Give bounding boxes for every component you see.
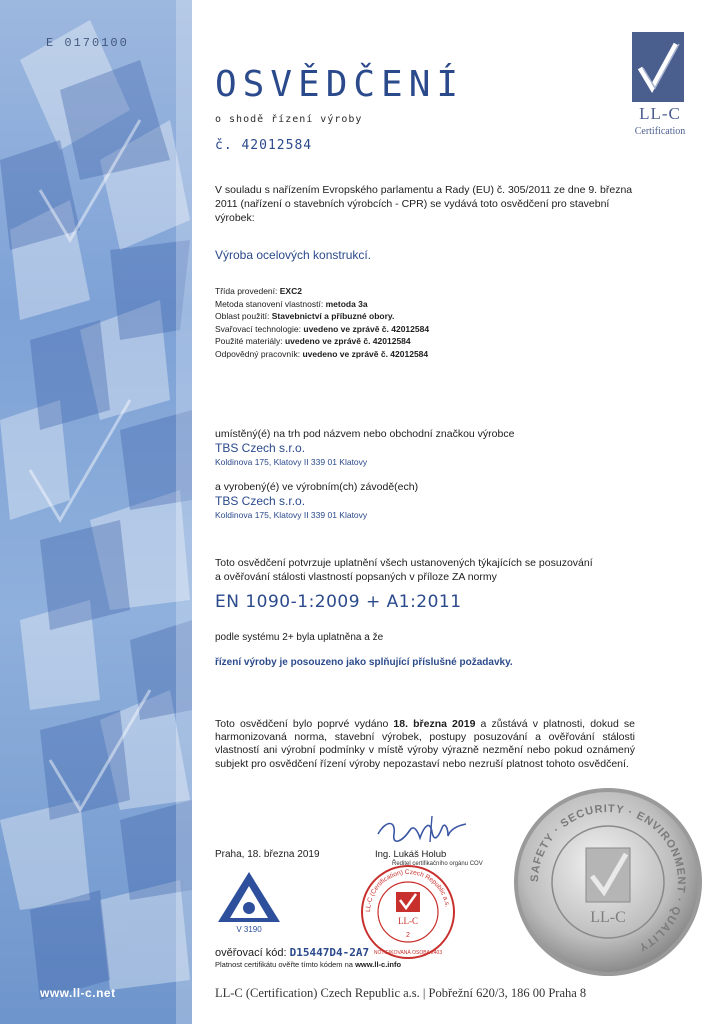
product-name: Výroba ocelových konstrukcí. xyxy=(215,248,372,262)
harmonized-norm: EN 1090-1:2009 + A1:2011 xyxy=(215,592,462,612)
conclusion-text: řízení výroby je posouzeno jako splňující příslušné požadavky. xyxy=(215,657,513,668)
place-and-date: Praha, 18. března 2019 xyxy=(215,849,320,860)
red-notified-body-stamp xyxy=(358,862,458,962)
verification-note-text: Platnost certifikátu ověřte tímto kódem na xyxy=(215,960,356,969)
parameter-value: EXC2 xyxy=(279,286,302,296)
signer-name: Ing. Lukáš Holub xyxy=(375,849,447,860)
verification-label: ověřovací kód: xyxy=(215,947,287,959)
seal-center-text: LL-C xyxy=(590,909,626,926)
validity-text: Toto osvědčení bylo poprvé vydáno xyxy=(215,718,394,730)
embossed-quality-seal xyxy=(508,782,708,982)
parameter-row xyxy=(215,323,429,336)
plant-name: TBS Czech s.r.o. xyxy=(215,494,306,508)
parameter-list xyxy=(215,285,429,361)
decorative-side-strip xyxy=(0,0,192,1024)
parameter-label: Třída provedení: xyxy=(215,286,278,296)
signer-role: Ředitel certifikačního orgánu COV xyxy=(392,861,483,867)
footer-address: LL-C (Certification) Czech Republic a.s. | Pobřežní 620/3, 186 00 Praha 8 xyxy=(215,986,587,1000)
verification-note xyxy=(215,960,401,969)
system-text: podle systému 2+ byla uplatněna a že xyxy=(215,632,384,643)
verification-code: D15447D4-2A7 xyxy=(289,946,370,959)
logo-subtitle: Certification xyxy=(634,126,686,137)
parameter-value: metoda 3a xyxy=(325,298,368,309)
parameter-row xyxy=(215,335,429,348)
intro-paragraph: V souladu s nařízením Evropského parlamentu a Rady (EU) č. 305/2011 ze dne 9. března 2011 (nařízení o stavebních výrobcích - CPR) se vydává toto osvědčení pro stavební výrobek: xyxy=(215,184,633,224)
parameter-row xyxy=(215,285,429,298)
accreditation-code: V 3190 xyxy=(236,925,262,934)
issue-date: 18. března 2019 xyxy=(393,718,476,730)
stamp-number: 2 xyxy=(406,932,410,939)
accreditation-logo xyxy=(214,868,284,934)
parameter-label: Metoda stanovení vlastností: xyxy=(215,298,324,309)
parameter-value: Stavebnictví a příbuzné obory. xyxy=(271,311,395,322)
confirmation-paragraph xyxy=(215,556,645,584)
parameter-row xyxy=(215,310,429,323)
certificate-subtitle: o shodě řízení výroby xyxy=(215,114,363,125)
validity-paragraph xyxy=(215,718,635,771)
certificate-title: OSVĚDČENÍ xyxy=(215,64,465,105)
seal-ring-text: SAFETY · SECURITY · ENVIRONMENT · QUALITY xyxy=(528,802,688,954)
parameter-row xyxy=(215,348,429,361)
parameter-label: Svařovací technologie: xyxy=(215,323,301,334)
stamp-ring-text: LL-C (Certification) Czech Republic a.s. xyxy=(364,868,451,913)
parameter-label: Oblast použití: xyxy=(215,311,270,322)
logo-name: LL-C xyxy=(639,104,681,123)
validity-text: a zůstává v platnosti, dokud se harmonizovaná norma, stavební výrobek, postupy posuzování a ověřování stálosti vlastností ani výrobní podmínky v místě výroby výrazně nezmění nebo pokud oznámený subjekt pro osvědčení řízení výroby nepozastaví nebo nezruší platnost tohoto osvědčení. xyxy=(215,718,635,770)
parameter-label: Použité materiály: xyxy=(215,336,283,347)
verification-site-link[interactable]: www.ll-c.info xyxy=(355,960,402,969)
crystal-pattern xyxy=(0,0,192,1024)
stamp-center-text: LL-C xyxy=(398,916,418,926)
manufacturer-name: TBS Czech s.r.o. xyxy=(215,441,306,455)
manufacturer-address: Koldinova 175, Klatovy II 339 01 Klatovy xyxy=(215,457,368,467)
parameter-value: uvedeno ve zprávě č. 42012584 xyxy=(302,348,429,359)
parameter-value: uvedeno ve zprávě č. 42012584 xyxy=(303,323,430,334)
certificate-serial: E 0170100 xyxy=(46,36,129,50)
production-plant-block xyxy=(215,480,645,522)
stamp-bottom-text: NOTIFIKOVANÁ OSOBA 2403 xyxy=(373,950,443,956)
certificate-number: č. 42012584 xyxy=(215,138,313,153)
parameter-row xyxy=(215,298,429,311)
verification-code-line xyxy=(215,946,369,959)
placed-text: umístěný(é) na trh pod názvem nebo obchodní značkou výrobce xyxy=(215,428,515,440)
produced-text: a vyrobený(é) ve výrobním(ch) závodě(ech) xyxy=(215,481,419,493)
parameter-value: uvedeno ve zprávě č. 42012584 xyxy=(284,336,411,347)
confirm-line: Toto osvědčení potvrzuje uplatnění všech ustanovených týkajících se posuzování xyxy=(215,557,593,569)
confirm-line: a ověřování stálosti vlastností popsaných v příloze ZA normy xyxy=(215,571,497,583)
website-url[interactable]: www.ll-c.net xyxy=(40,986,116,1000)
placed-on-market-block xyxy=(215,427,645,469)
parameter-label: Odpovědný pracovník: xyxy=(215,348,301,359)
plant-address: Koldinova 175, Klatovy II 339 01 Klatovy xyxy=(215,510,368,520)
